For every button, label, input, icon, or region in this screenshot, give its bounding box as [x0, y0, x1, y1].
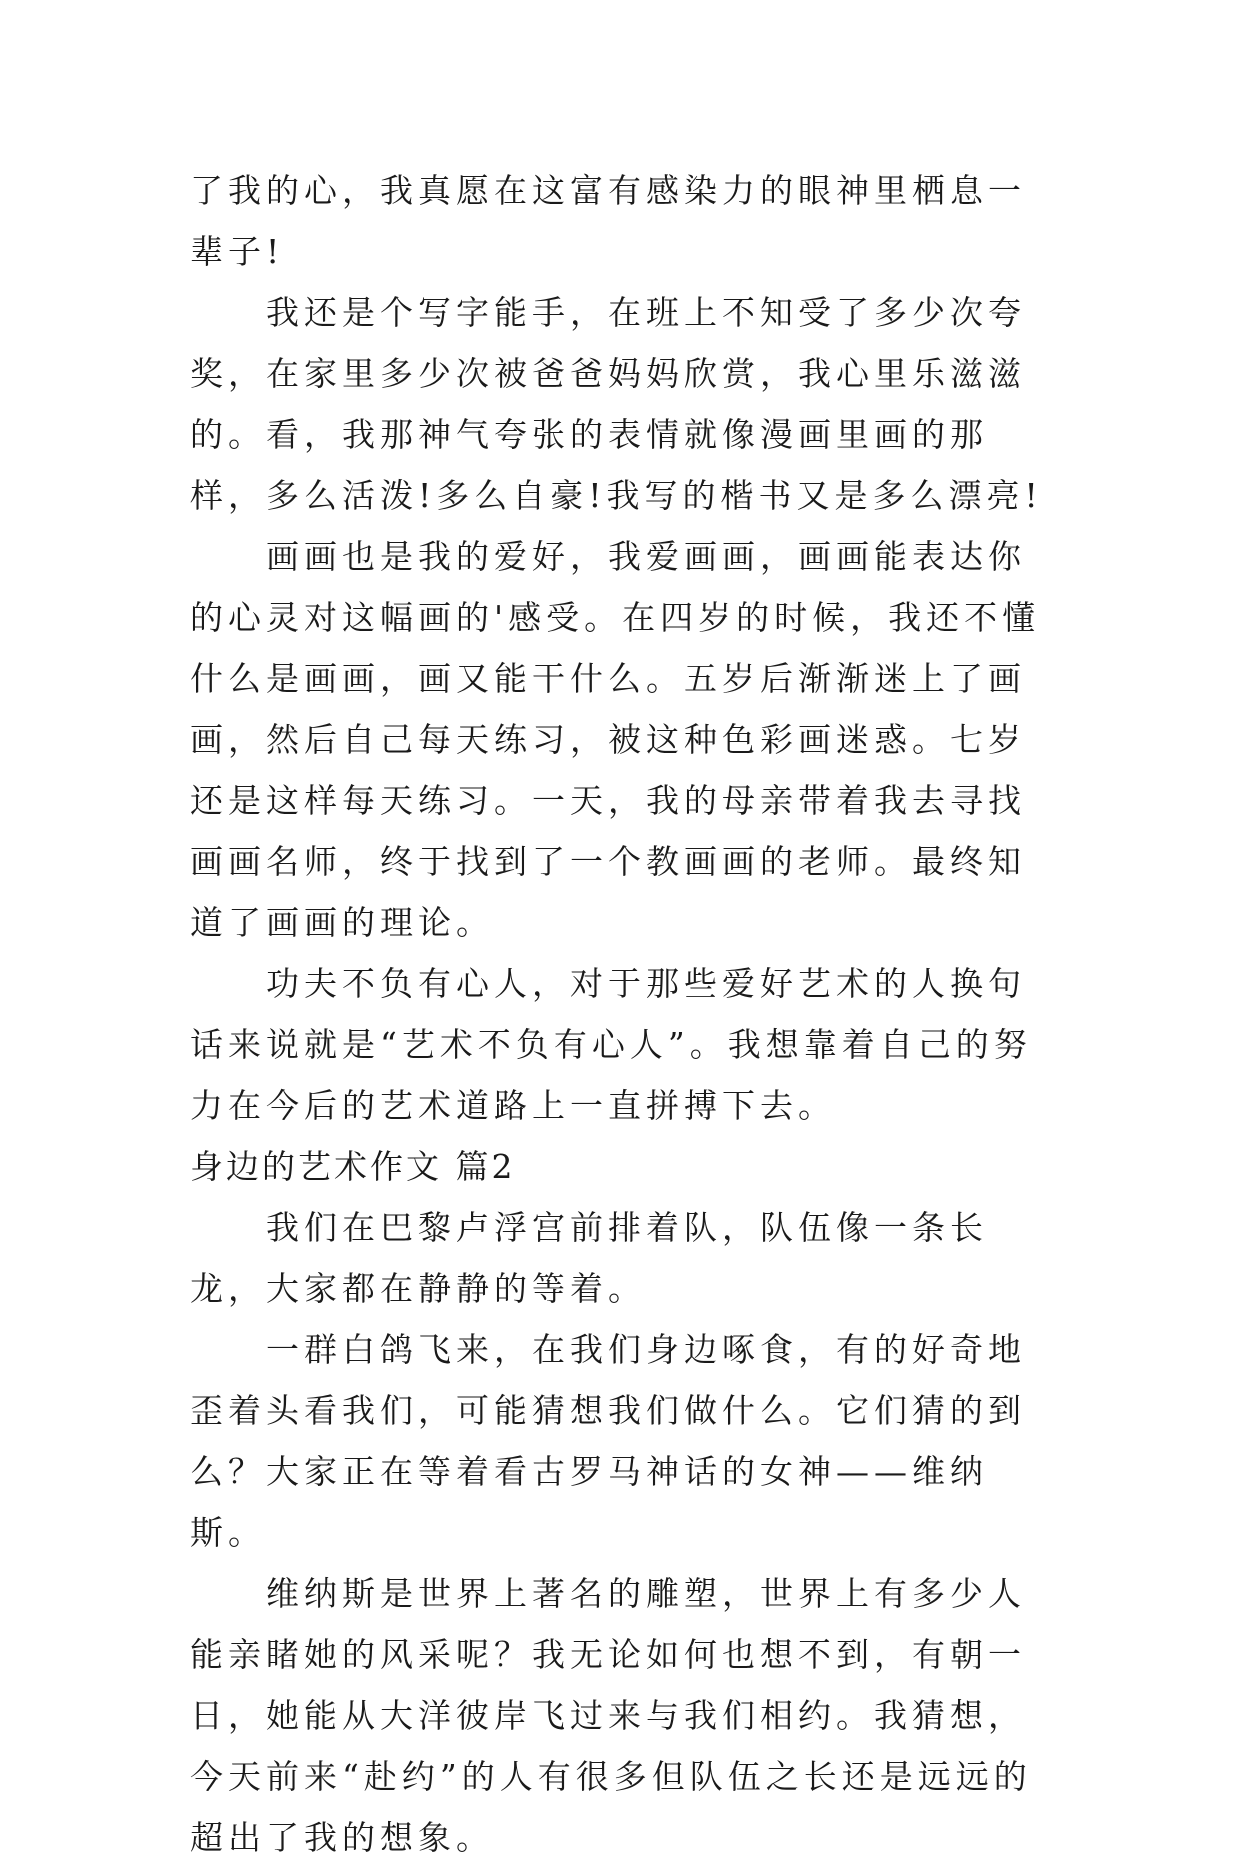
- paragraph-calligraphy: 我还是个写字能手，在班上不知受了多少次夸奖，在家里多少次被爸爸妈妈欣赏，我心里乐滋滋的。看，我那神气夸张的表情就像漫画里画的那样，多么活泼!多么自豪!我写的楷书又是多么漂亮!: [190, 293, 1043, 515]
- section-heading: 身边的艺术作文 篇2: [190, 1147, 516, 1186]
- paragraph-pigeons: 一群白鸽飞来，在我们身边啄食，有的好奇地歪着头看我们，可能猜想我们做什么。它们猜的到么？大家正在等着看古罗马神话的女神——维纳斯。: [190, 1330, 1026, 1552]
- paragraph-continuation: 了我的心，我真愿在这富有感染力的眼神里栖息一辈子!: [190, 171, 1026, 271]
- paragraph-painting: 画画也是我的爱好，我爱画画，画画能表达你的心灵对这幅画的'感受。在四岁的时候，我还不懂什么是画画，画又能干什么。五岁后渐渐迷上了画画，然后自己每天练习，被这种色彩画迷惑。七岁还是这样每天练习。一天，我的母亲带着我去寻找画画名师，终于找到了一个教画画的老师。最终知道了画画的理论。: [190, 537, 1041, 942]
- document-page: [190, 160, 1060, 1868]
- paragraph-venus: 维纳斯是世界上著名的雕塑，世界上有多少人能亲睹她的风采呢？我无论如何也想不到，有朝一日，她能从大洋彼岸飞过来与我们相约。我猜想，今天前来“赴约”的人有很多但队伍之长还是远远的超出了我的想象。: [190, 1574, 1032, 1857]
- paragraph-perseverance: 功夫不负有心人，对于那些爱好艺术的人换句话来说就是“艺术不负有心人”。我想靠着自己的努力在今后的艺术道路上一直拼搏下去。: [190, 964, 1032, 1125]
- paragraph-louvre-queue: 我们在巴黎卢浮宫前排着队，队伍像一条长龙，大家都在静静的等着。: [190, 1208, 988, 1308]
